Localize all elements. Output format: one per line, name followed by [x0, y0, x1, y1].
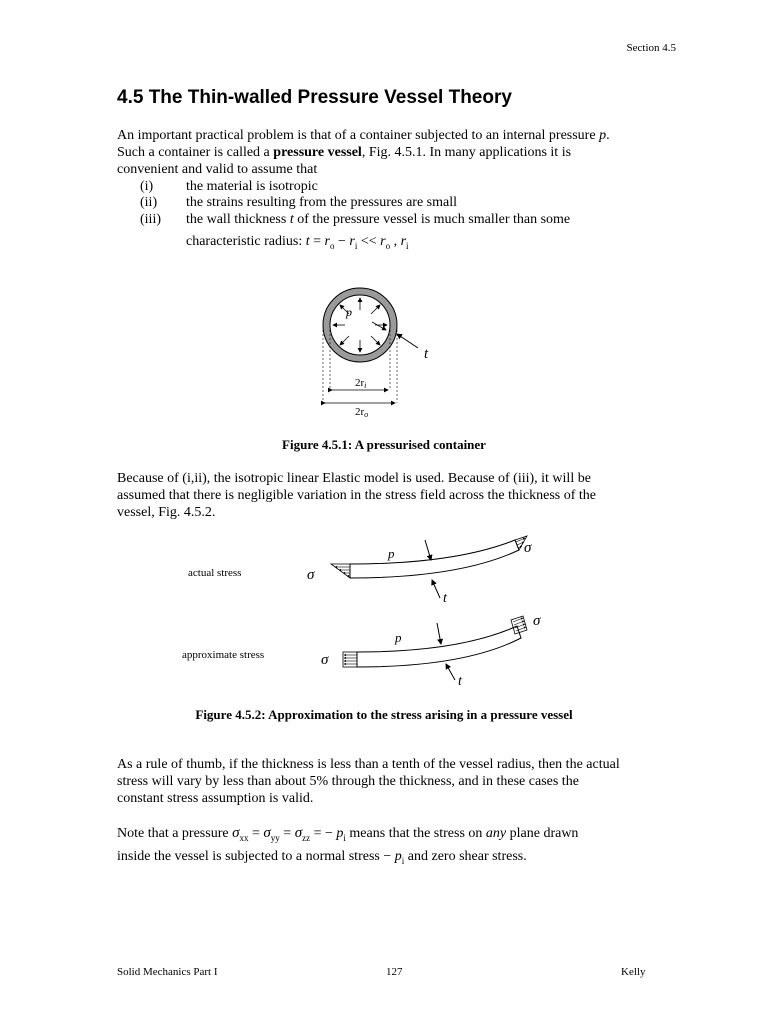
intro-line-2: Such a container is called a pressure vessel, Fig. 4.5.1. In many applications it is: [117, 145, 572, 160]
stress-approximation-figure: [295, 530, 565, 700]
approx-p-label: p: [395, 630, 402, 645]
intro-line-3: convenient and valid to assume that: [117, 162, 318, 177]
page-title: 4.5 The Thin-walled Pressure Vessel Theory: [117, 87, 512, 108]
fig1-ri-label: 2ri: [355, 377, 367, 390]
para4-line-2: inside the vessel is subjected to a normal stress − $p_i$ and zero shear stress.: [117, 849, 527, 866]
approx-pressure-arrow: [437, 623, 441, 644]
actual-sigma-left: σ: [307, 567, 315, 583]
approx-sigma-right: σ: [533, 613, 541, 629]
approx-stress-label: approximate stress: [182, 649, 265, 661]
footer-page-number: 127: [386, 966, 403, 978]
actual-sigma-right: σ: [524, 540, 532, 556]
list-text-3: the wall thickness t of the pressure vessel is much smaller than some: [186, 212, 571, 227]
list-text-1: the material is isotropic: [186, 179, 318, 194]
intro-line-1: An important practical problem is that of a container subjected to an internal pressure p.: [117, 128, 610, 143]
actual-p-label: p: [388, 546, 395, 561]
section-header: Section 4.5: [626, 42, 676, 54]
list-text-2: the strains resulting from the pressures are small: [186, 195, 457, 210]
footer-left: Solid Mechanics Part I: [117, 966, 218, 978]
list-num-2: (ii): [140, 195, 158, 210]
para3-line-1: As a rule of thumb, if the thickness is less than a tenth of the vessel radius, then the actual: [117, 757, 620, 772]
figure-1-caption: Figure 4.5.1: A pressurised container: [282, 437, 486, 452]
para4-line-1: Note that a pressure $\sigma_{xx} = \sigma_{yy} = \sigma_{zz}$ = − $p_i$ means that the stress on any plane drawn: [117, 825, 579, 843]
actual-beam: [350, 540, 519, 578]
actual-t-label: t: [443, 591, 447, 606]
actual-stress-label: actual stress: [188, 567, 242, 579]
fig1-t-label: t: [424, 346, 429, 362]
approx-sigma-left: σ: [321, 652, 329, 668]
fig1-p-label: p: [346, 305, 352, 319]
para2-line-1: Because of (i,ii), the isotropic linear Elastic model is used. Because of (iii), it will be: [117, 471, 591, 486]
list-num-3: (iii): [140, 212, 161, 227]
approx-left-stress-arrows: [344, 655, 357, 664]
para2-line-3: vessel, Fig. 4.5.2.: [117, 505, 216, 520]
approx-thickness-arrow: [446, 664, 455, 680]
para3-line-3: constant stress assumption is valid.: [117, 791, 314, 806]
footer-right: Kelly: [621, 966, 646, 978]
approx-t-label: t: [458, 674, 462, 689]
para3-line-2: stress will vary by less than about 5% through the thickness, and in these cases the: [117, 774, 579, 789]
actual-pressure-arrow: [425, 540, 431, 560]
fig1-ro-label: 2ro: [355, 406, 369, 419]
thickness-arrow: [397, 334, 418, 348]
para2-line-2: assumed that there is negligible variation in the stress field across the thickness of the: [117, 488, 596, 503]
actual-thickness-arrow: [432, 580, 440, 598]
pressure-vessel-figure: [300, 270, 460, 420]
approx-left-stress-profile: [343, 652, 357, 667]
list-num-1: (i): [140, 179, 154, 194]
figure-2-caption: Figure 4.5.2: Approximation to the stress arising in a pressure vessel: [195, 707, 573, 722]
list-text-3-cont: characteristic radius: $t = r_o - r_i << r_o$ , $r_i$: [186, 234, 409, 251]
